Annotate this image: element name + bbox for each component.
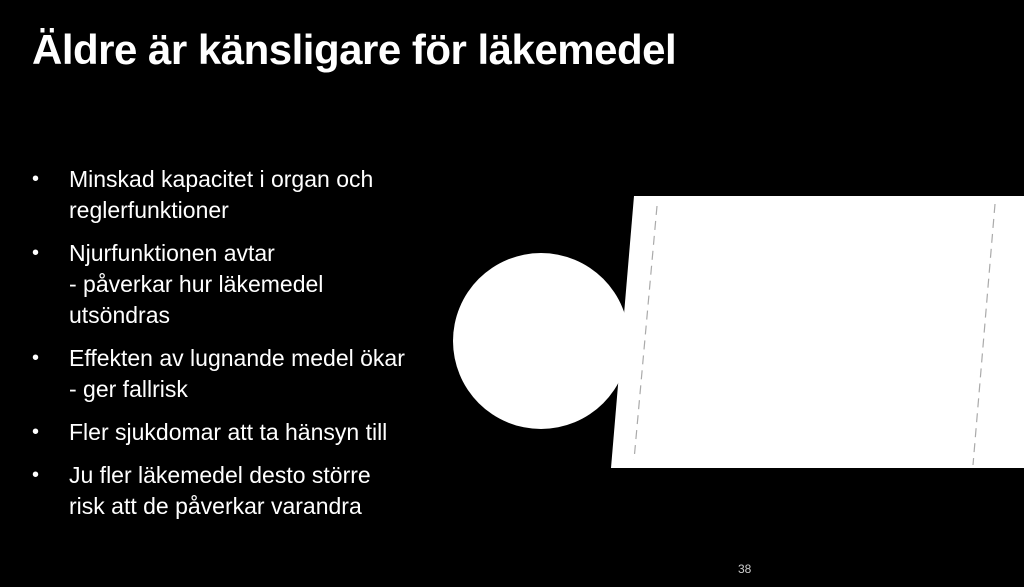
bullet-icon: • <box>32 242 40 264</box>
bullet-text: Effekten av lugnande medel ökar - ger fallrisk <box>69 345 405 402</box>
bullet-text: Njurfunktionen avtar - påverkar hur läkemedel utsöndras <box>69 240 324 328</box>
bullet-icon: • <box>32 464 40 486</box>
pill-circle-shape <box>453 253 629 429</box>
bullet-icon: • <box>32 168 40 190</box>
page-number: 38 <box>738 562 752 576</box>
bullet-icon: • <box>32 347 40 369</box>
bullet-text: Fler sjukdomar att ta hänsyn till <box>69 419 388 445</box>
bullet-text: Ju fler läkemedel desto större risk att de påverkar varandra <box>69 462 371 519</box>
bullet-icon: • <box>32 421 40 443</box>
slide-title: Äldre är känsligare för läkemedel <box>32 26 677 73</box>
medicine-package-shape <box>611 196 1024 468</box>
bullet-text: Minskad kapacitet i organ och reglerfunktioner <box>69 166 374 223</box>
